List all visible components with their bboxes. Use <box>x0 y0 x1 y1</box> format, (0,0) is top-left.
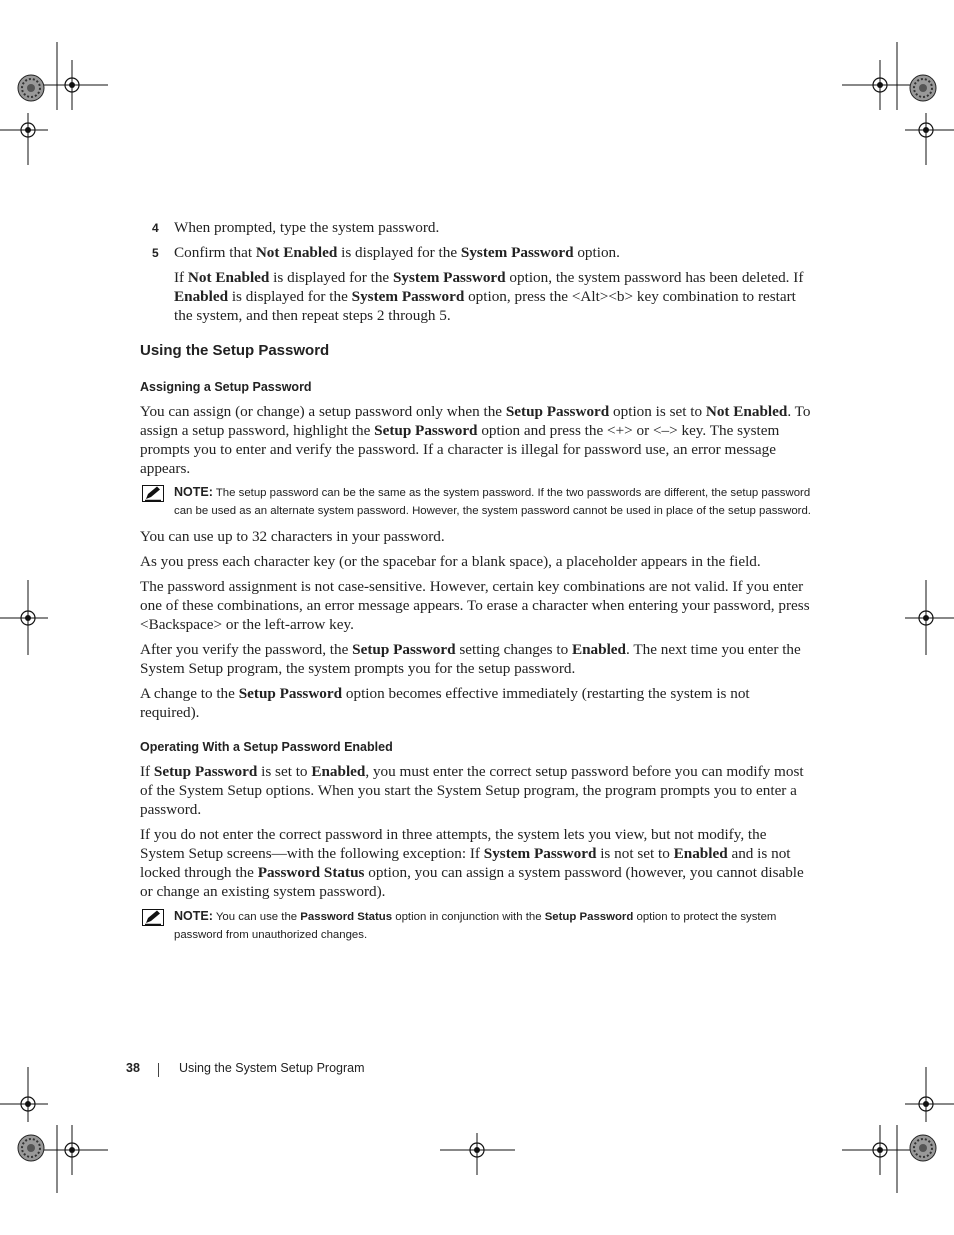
text: option, press the <Alt><b> key combination to restart the system, and then repeat steps 2 through 5. <box>174 288 796 324</box>
paragraph <box>140 640 812 678</box>
text: is not set to <box>596 845 674 862</box>
paragraph: You can use up to 32 characters in your password. <box>140 528 445 545</box>
subsection-heading-assigning: Assigning a Setup Password <box>140 380 312 394</box>
note-label: NOTE: <box>174 909 213 923</box>
paragraph: As you press each character key (or the spacebar for a blank space), a placeholder appears in the field. <box>140 553 761 570</box>
ui-term: Setup Password <box>238 685 343 702</box>
ui-term: Enabled <box>571 641 626 658</box>
ui-term: Password Status <box>257 864 365 881</box>
text: option becomes effective immediately (restarting the system is not required). <box>140 685 750 721</box>
step-text: option. <box>573 244 620 261</box>
step-5 <box>140 243 812 262</box>
ui-term: Setup Password <box>352 641 456 658</box>
paragraph <box>140 402 812 478</box>
text: setting changes to <box>455 641 572 658</box>
step-number: 4 <box>152 221 159 235</box>
step-4 <box>140 218 812 237</box>
text: option is set to <box>609 403 706 420</box>
text: You can assign (or change) a setup password only when the <box>140 403 506 420</box>
text: . To assign a setup password, highlight the <box>140 403 811 439</box>
ui-term: System Password <box>351 288 465 305</box>
step-text: Confirm that <box>174 244 256 261</box>
pencil-note-icon <box>142 485 164 502</box>
ui-term: System Password <box>483 845 597 862</box>
note-text: option in conjunction with the <box>392 911 545 923</box>
text: and is not locked through the <box>140 845 791 881</box>
step-5-followup <box>140 268 812 325</box>
ui-term: Password Status <box>300 911 393 923</box>
ui-term: Enabled <box>673 845 728 862</box>
ui-term: System Password <box>460 244 574 261</box>
text: option and press the <+> or <–> key. The system prompts you to enter and verify the password. If a character is illegal for password use, an error message appears. <box>140 422 780 477</box>
step-text: is displayed for the <box>337 244 461 261</box>
ui-term: Not Enabled <box>255 244 338 261</box>
text: is set to <box>257 763 312 780</box>
footer-divider <box>158 1063 159 1077</box>
step-number: 5 <box>152 246 159 260</box>
step-text: When prompted, type the system password. <box>174 219 440 236</box>
note-box <box>140 484 812 520</box>
paragraph: The password assignment is not case-sensitive. However, certain key combinations are not valid. If you enter one of these combinations, an error message appears. To erase a character when entering your password, press <Backspace> or the left-arrow key. <box>140 578 810 633</box>
text: is displayed for the <box>228 288 352 305</box>
ui-term: Setup Password <box>374 422 478 439</box>
page-content <box>140 218 812 951</box>
subsection-heading-operating: Operating With a Setup Password Enabled <box>140 740 393 754</box>
ui-term: Enabled <box>311 763 366 780</box>
text: After you verify the password, the <box>140 641 353 658</box>
ui-term: System Password <box>392 269 506 286</box>
note-text: The setup password can be the same as the system password. If the two passwords are different, the setup password can be used as an alternate system password. However, the system password cannot be used in place of the setup password. <box>174 487 811 517</box>
text: A change to the <box>140 685 239 702</box>
note-label: NOTE: <box>174 485 213 499</box>
text: option, the system password has been deleted. If <box>505 269 804 286</box>
text: , you must enter the correct setup password before you can modify most of the System Setup options. When you start the System Setup program, the program prompts you to enter a password. <box>140 763 804 818</box>
note-text: option to protect the system password from unauthorized changes. <box>174 911 777 941</box>
text: If <box>174 269 188 286</box>
note-text: You can use the <box>212 911 301 923</box>
ui-term: Not Enabled <box>705 403 788 420</box>
ui-term: Setup Password <box>505 403 610 420</box>
paragraph <box>140 762 812 819</box>
note-box <box>140 908 812 944</box>
text: option, you can assign a system password (however, you cannot disable or change an existing system password). <box>140 864 804 900</box>
ui-term: Not Enabled <box>187 269 270 286</box>
text: . The next time you enter the System Setup program, the system prompts you for the setup password. <box>140 641 801 677</box>
ui-term: Setup Password <box>153 763 258 780</box>
paragraph <box>140 825 812 901</box>
paragraph <box>140 684 812 722</box>
ui-term: Enabled <box>174 288 229 305</box>
text: is displayed for the <box>269 269 393 286</box>
text: If you do not enter the correct password in three attempts, the system lets you view, but not modify, the System Setup screens—with the following exception: If <box>140 826 767 862</box>
chapter-title: Using the System Setup Program <box>179 1061 365 1075</box>
page-number: 38 <box>126 1061 140 1075</box>
text: If <box>140 763 154 780</box>
section-title: Using the Setup Password <box>140 342 330 359</box>
ui-term: Setup Password <box>544 911 634 923</box>
pencil-note-icon <box>142 909 164 926</box>
